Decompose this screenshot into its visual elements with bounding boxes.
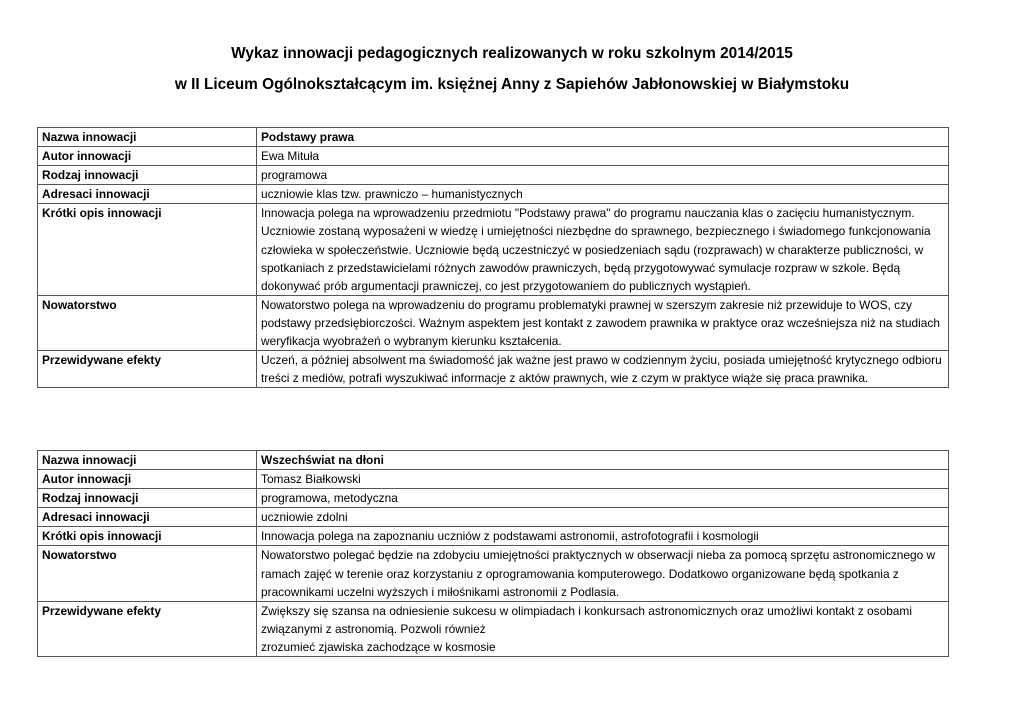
- document-title-line-2: w II Liceum Ogólnokształcącym im. księżnej Anny z Sapiehów Jabłonowskiej w Białymstoku: [174, 76, 850, 93]
- document-title-line-1: Wykaz innowacji pedagogicznych realizowanych w roku szkolnym 2014/2015: [231, 45, 793, 62]
- name-label: Nazwa innowacji: [38, 128, 257, 147]
- table-row: [38, 601, 949, 656]
- innovation-description: Innowacja polega na zapoznaniu uczniów z podstawami astronomii, astrofotografii i kosmologii: [257, 527, 949, 546]
- effects-label: Przewidywane efekty: [38, 351, 257, 388]
- innovation-table-1: [37, 127, 949, 388]
- table-row: [38, 295, 949, 350]
- table-row: [38, 166, 949, 185]
- type-label: Rodzaj innowacji: [38, 166, 257, 185]
- innovation-effects: Uczeń, a później absolwent ma świadomość jak ważne jest prawo w codziennym życiu, posiada umiejętność krytycznego odbioru treści z mediów, potrafi wyszukiwać informacje z aktów prawnych, wie z czym w praktyce wiąże się praca prawnika.: [257, 351, 949, 388]
- table-row: [38, 546, 949, 601]
- author-label: Autor innowacji: [38, 470, 257, 489]
- innovation-description: Innowacja polega na wprowadzeniu przedmiotu "Podstawy prawa" do programu nauczania klas o zacięciu humanistycznym. Uczniowie zostaną wyposażeni w wiedzę i umiejętności niezbędne do sprawnego, bezpiecznego i świadomego funkcjonowania człowieka w społeczeństwie. Uczniowie będą uczestniczyć w posiedzeniach sądu (rozprawach) w charakterze publiczności, w spotkaniach z przedstawicielami różnych zawodów prawniczych, będą przygotowywać symulacje rozpraw w szkole. Będą dokonywać prób argumentacji prawniczej, co jest przygotowaniem do publicznych wystąpień.: [257, 204, 949, 295]
- innovation-name: Wszechświat na dłoni: [257, 451, 949, 470]
- table-row: [38, 508, 949, 527]
- innovation-audience: uczniowie klas tzw. prawniczo – humanistycznych: [257, 185, 949, 204]
- effects-line-2: zrozumieć zjawiska zachodzące w kosmosie: [261, 639, 496, 654]
- innovation-table-2: [37, 450, 949, 657]
- innovation-novelty: Nowatorstwo polegać będzie na zdobyciu umiejętności praktycznych w obserwacji nieba za pomocą sprzętu astronomicznego w ramach zajęć w terenie oraz korzystaniu z oprogramowania komputerowego. Dodatkowo organizowane będą spotkania z pracownikami uczelni wyższych i miłośnikami astronomii z Podlasia.: [257, 546, 949, 601]
- innovation-effects: [257, 601, 949, 656]
- innovation-name: Podstawy prawa: [257, 128, 949, 147]
- table-row: [38, 185, 949, 204]
- table-row: [38, 451, 949, 470]
- audience-label: Adresaci innowacji: [38, 508, 257, 527]
- table-row: [38, 147, 949, 166]
- type-label: Rodzaj innowacji: [38, 489, 257, 508]
- name-label: Nazwa innowacji: [38, 451, 257, 470]
- innovation-type: programowa, metodyczna: [257, 489, 949, 508]
- description-label: Krótki opis innowacji: [38, 204, 257, 295]
- innovation-author: Ewa Mituła: [257, 147, 949, 166]
- table-row: [38, 489, 949, 508]
- innovation-novelty: Nowatorstwo polega na wprowadzeniu do programu problematyki prawnej w szerszym zakresie niż przewiduje to WOS, czy podstawy przedsiębiorczości. Ważnym aspektem jest kontakt z zawodem prawnika w praktyce oraz wcześniejsza niż na studiach weryfikacja wyobrażeń o wybranym kierunku kształcenia.: [257, 295, 949, 350]
- description-label: Krótki opis innowacji: [38, 527, 257, 546]
- table-row: [38, 351, 949, 388]
- table-row: [38, 128, 949, 147]
- table-row: [38, 470, 949, 489]
- table-row: [38, 204, 949, 295]
- effects-label: Przewidywane efekty: [38, 601, 257, 656]
- innovation-type: programowa: [257, 166, 949, 185]
- novelty-label: Nowatorstwo: [38, 295, 257, 350]
- innovation-audience: uczniowie zdolni: [257, 508, 949, 527]
- table-row: [38, 527, 949, 546]
- effects-line-1: Zwiększy się szansa na odniesienie sukcesu w olimpiadach i konkursach astronomicznych oraz umożliwi kontakt z osobami związanymi z astronomią. Pozwoli również: [261, 603, 912, 636]
- innovation-author: Tomasz Białkowski: [257, 470, 949, 489]
- audience-label: Adresaci innowacji: [38, 185, 257, 204]
- author-label: Autor innowacji: [38, 147, 257, 166]
- novelty-label: Nowatorstwo: [38, 546, 257, 601]
